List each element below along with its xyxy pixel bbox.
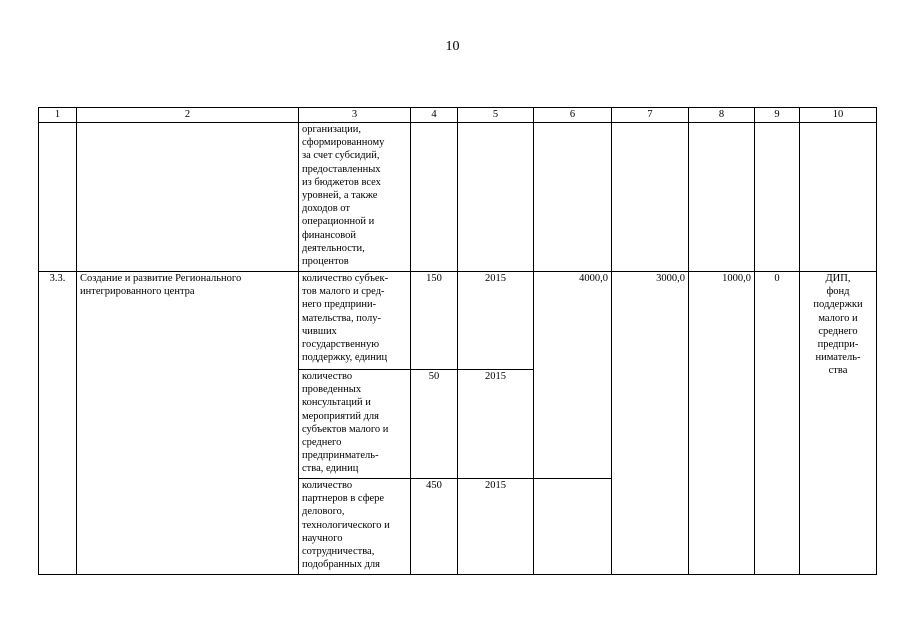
- header-row: [39, 108, 877, 123]
- indicator-cell: количество партнеров в сфере делового, технологического и научного сотрудничества, подобранных для: [299, 479, 411, 575]
- item-number: 3.3.: [39, 272, 77, 575]
- indicator-cell: количество проведенных консультаций и мероприятий для субъектов малого и среднего предпринматель- ства, единиц: [299, 370, 411, 479]
- indicator-year: 2015: [458, 370, 534, 479]
- header-cell: 3: [299, 108, 411, 123]
- header-cell: 5: [458, 108, 534, 123]
- header-cell: 6: [534, 108, 612, 123]
- indicator-cell: количество субъек- тов малого и сред- него предприни- мательства, полу- чивших государственную поддержку, единиц: [299, 272, 411, 370]
- executor-cell: ДИП, фонд поддержки малого и среднего предпри- ниматель- ства: [800, 272, 877, 575]
- program-table: [38, 107, 877, 575]
- header-cell: 7: [612, 108, 689, 123]
- header-cell: 8: [689, 108, 755, 123]
- funding-total: 4000,0: [534, 272, 612, 479]
- indicator-value: 50: [411, 370, 458, 479]
- header-cell: 2: [77, 108, 299, 123]
- table-row: [39, 272, 877, 370]
- indicator-year: 2015: [458, 272, 534, 370]
- funding-col9: 0: [755, 272, 800, 575]
- header-cell: 4: [411, 108, 458, 123]
- indicator-value: 450: [411, 479, 458, 575]
- funding-col8: 1000,0: [689, 272, 755, 575]
- funding-col7: 3000,0: [612, 272, 689, 575]
- header-cell: 9: [755, 108, 800, 123]
- page-number: 10: [445, 39, 460, 54]
- indicator-cell: организации, сформированному за счет субсидий, предоставленных из бюджетов всех уровней, а также доходов от операционной и финансовой деятельности, процентов: [299, 123, 411, 272]
- empty-cell: [534, 479, 612, 575]
- indicator-year: 2015: [458, 479, 534, 575]
- indicator-value: 150: [411, 272, 458, 370]
- header-cell: 1: [39, 108, 77, 123]
- header-cell: 10: [800, 108, 877, 123]
- item-name: Создание и развитие Регионального интегрированного центра: [77, 272, 299, 575]
- continuation-row: [39, 123, 877, 272]
